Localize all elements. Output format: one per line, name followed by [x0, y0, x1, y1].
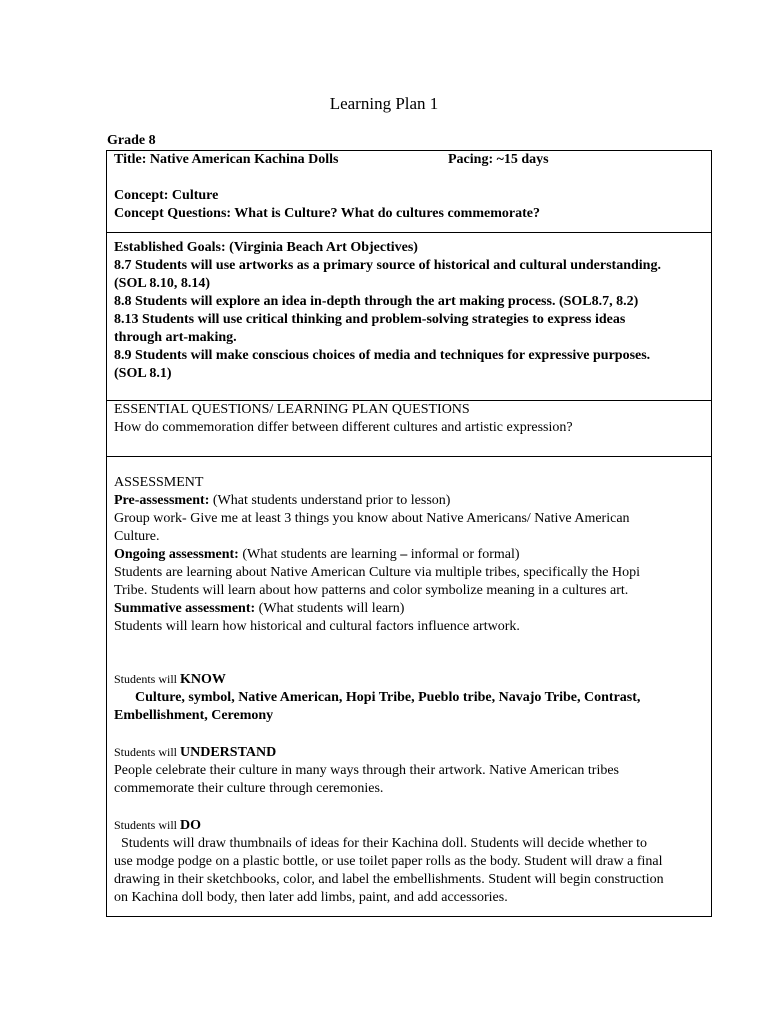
do-prefix: Students will: [114, 818, 181, 832]
ongoing-dash: –: [400, 547, 408, 562]
spacer: [114, 725, 704, 743]
pre-assessment-note: (What students understand prior to lesson): [209, 493, 451, 508]
page-title: Learning Plan 1: [329, 94, 439, 113]
pacing: Pacing: ~15 days: [448, 152, 549, 167]
know-text-cont: Embellishment, Ceremony: [114, 708, 274, 723]
goal-8-13-cont: through art-making.: [114, 330, 237, 345]
concept: Concept: Culture: [114, 188, 219, 203]
do-label: DO: [180, 818, 202, 833]
essential-question: How do commemoration differ between different cultures and artistic expression?: [114, 420, 573, 435]
summative-assessment-note: (What students will learn): [255, 601, 405, 616]
pre-assessment-label: Pre-assessment:: [114, 493, 210, 508]
goal-8-9-sol: (SOL 8.1): [114, 366, 172, 381]
goal-8-9: 8.9 Students will make conscious choices of media and techniques for expressive purposes.: [114, 348, 651, 363]
assessment-heading: ASSESSMENT: [114, 475, 204, 490]
know-text: Culture, symbol, Native American, Hopi Tribe, Pueblo tribe, Navajo Tribe, Contrast,: [135, 690, 641, 705]
pre-assessment-text-cont: Culture.: [114, 529, 160, 544]
essential-questions-cell: [107, 401, 711, 457]
understand-text: People celebrate their culture in many ways through their artwork. Native American tribes: [114, 763, 619, 778]
ongoing-assessment-label: Ongoing assessment:: [114, 547, 239, 562]
title-cell: [107, 151, 711, 233]
pre-assessment-text: Group work- Give me at least 3 things you know about Native Americans/ Native American: [114, 511, 630, 526]
spacer: [114, 636, 704, 670]
understand-prefix: Students will: [114, 745, 181, 759]
goal-8-7-sol: (SOL 8.10, 8.14): [114, 276, 211, 291]
do-text-cont-1: use modge podge on a plastic bottle, or use toilet paper rolls as the body. Student will draw a final: [114, 854, 663, 869]
assessment-cell: [107, 457, 711, 916]
summative-assessment-text: Students will learn how historical and cultural factors influence artwork.: [114, 619, 520, 634]
do-text-cont-3: on Kachina doll body, then later add limbs, paint, and add accessories.: [114, 890, 508, 905]
goals-cell: [107, 233, 711, 401]
do-heading: [114, 816, 704, 835]
know-heading: [114, 670, 704, 689]
pre-assessment: [114, 492, 704, 510]
grade-label: Grade 8: [107, 133, 156, 148]
essential-heading: ESSENTIAL QUESTIONS/ LEARNING PLAN QUESTIONS: [114, 402, 470, 417]
learning-plan-table: [106, 150, 712, 917]
title-row: [114, 151, 704, 169]
understand-text-cont: commemorate their culture through ceremonies.: [114, 781, 384, 796]
do-text-cont-2: drawing in their sketchbooks, color, and label the embellishments. Student will begin construction: [114, 872, 664, 887]
summative-assessment: [114, 600, 704, 618]
ongoing-assessment-text: Students are learning about Native American Culture via multiple tribes, specifically the Hopi: [114, 565, 641, 580]
know-prefix: Students will: [114, 672, 181, 686]
lesson-title: Title: Native American Kachina Dolls: [114, 152, 339, 167]
goal-8-13: 8.13 Students will use critical thinking and problem-solving strategies to express ideas: [114, 312, 626, 327]
goal-8-7: 8.7 Students will use artworks as a primary source of historical and cultural understanding.: [114, 258, 661, 273]
spacer: [114, 169, 704, 187]
goals-heading: Established Goals: (Virginia Beach Art Objectives): [114, 240, 418, 255]
ongoing-assessment: [114, 546, 704, 564]
concept-questions: Concept Questions: What is Culture? What do cultures commemorate?: [114, 206, 540, 221]
understand-label: UNDERSTAND: [180, 745, 277, 760]
understand-heading: [114, 743, 704, 762]
spacer: [114, 798, 704, 816]
ongoing-assessment-text-cont: Tribe. Students will learn about how patterns and color symbolize meaning in a cultures art.: [114, 583, 629, 598]
do-text: Students will draw thumbnails of ideas for their Kachina doll. Students will decide whether to: [121, 836, 648, 851]
know-label: KNOW: [180, 672, 226, 687]
summative-assessment-label: Summative assessment:: [114, 601, 256, 616]
ongoing-assessment-note-a: (What students are learning: [238, 547, 401, 562]
ongoing-assessment-note-b: informal or formal): [407, 547, 520, 562]
goal-8-8: 8.8 Students will explore an idea in-depth through the art making process. (SOL8.7, 8.2): [114, 294, 639, 309]
